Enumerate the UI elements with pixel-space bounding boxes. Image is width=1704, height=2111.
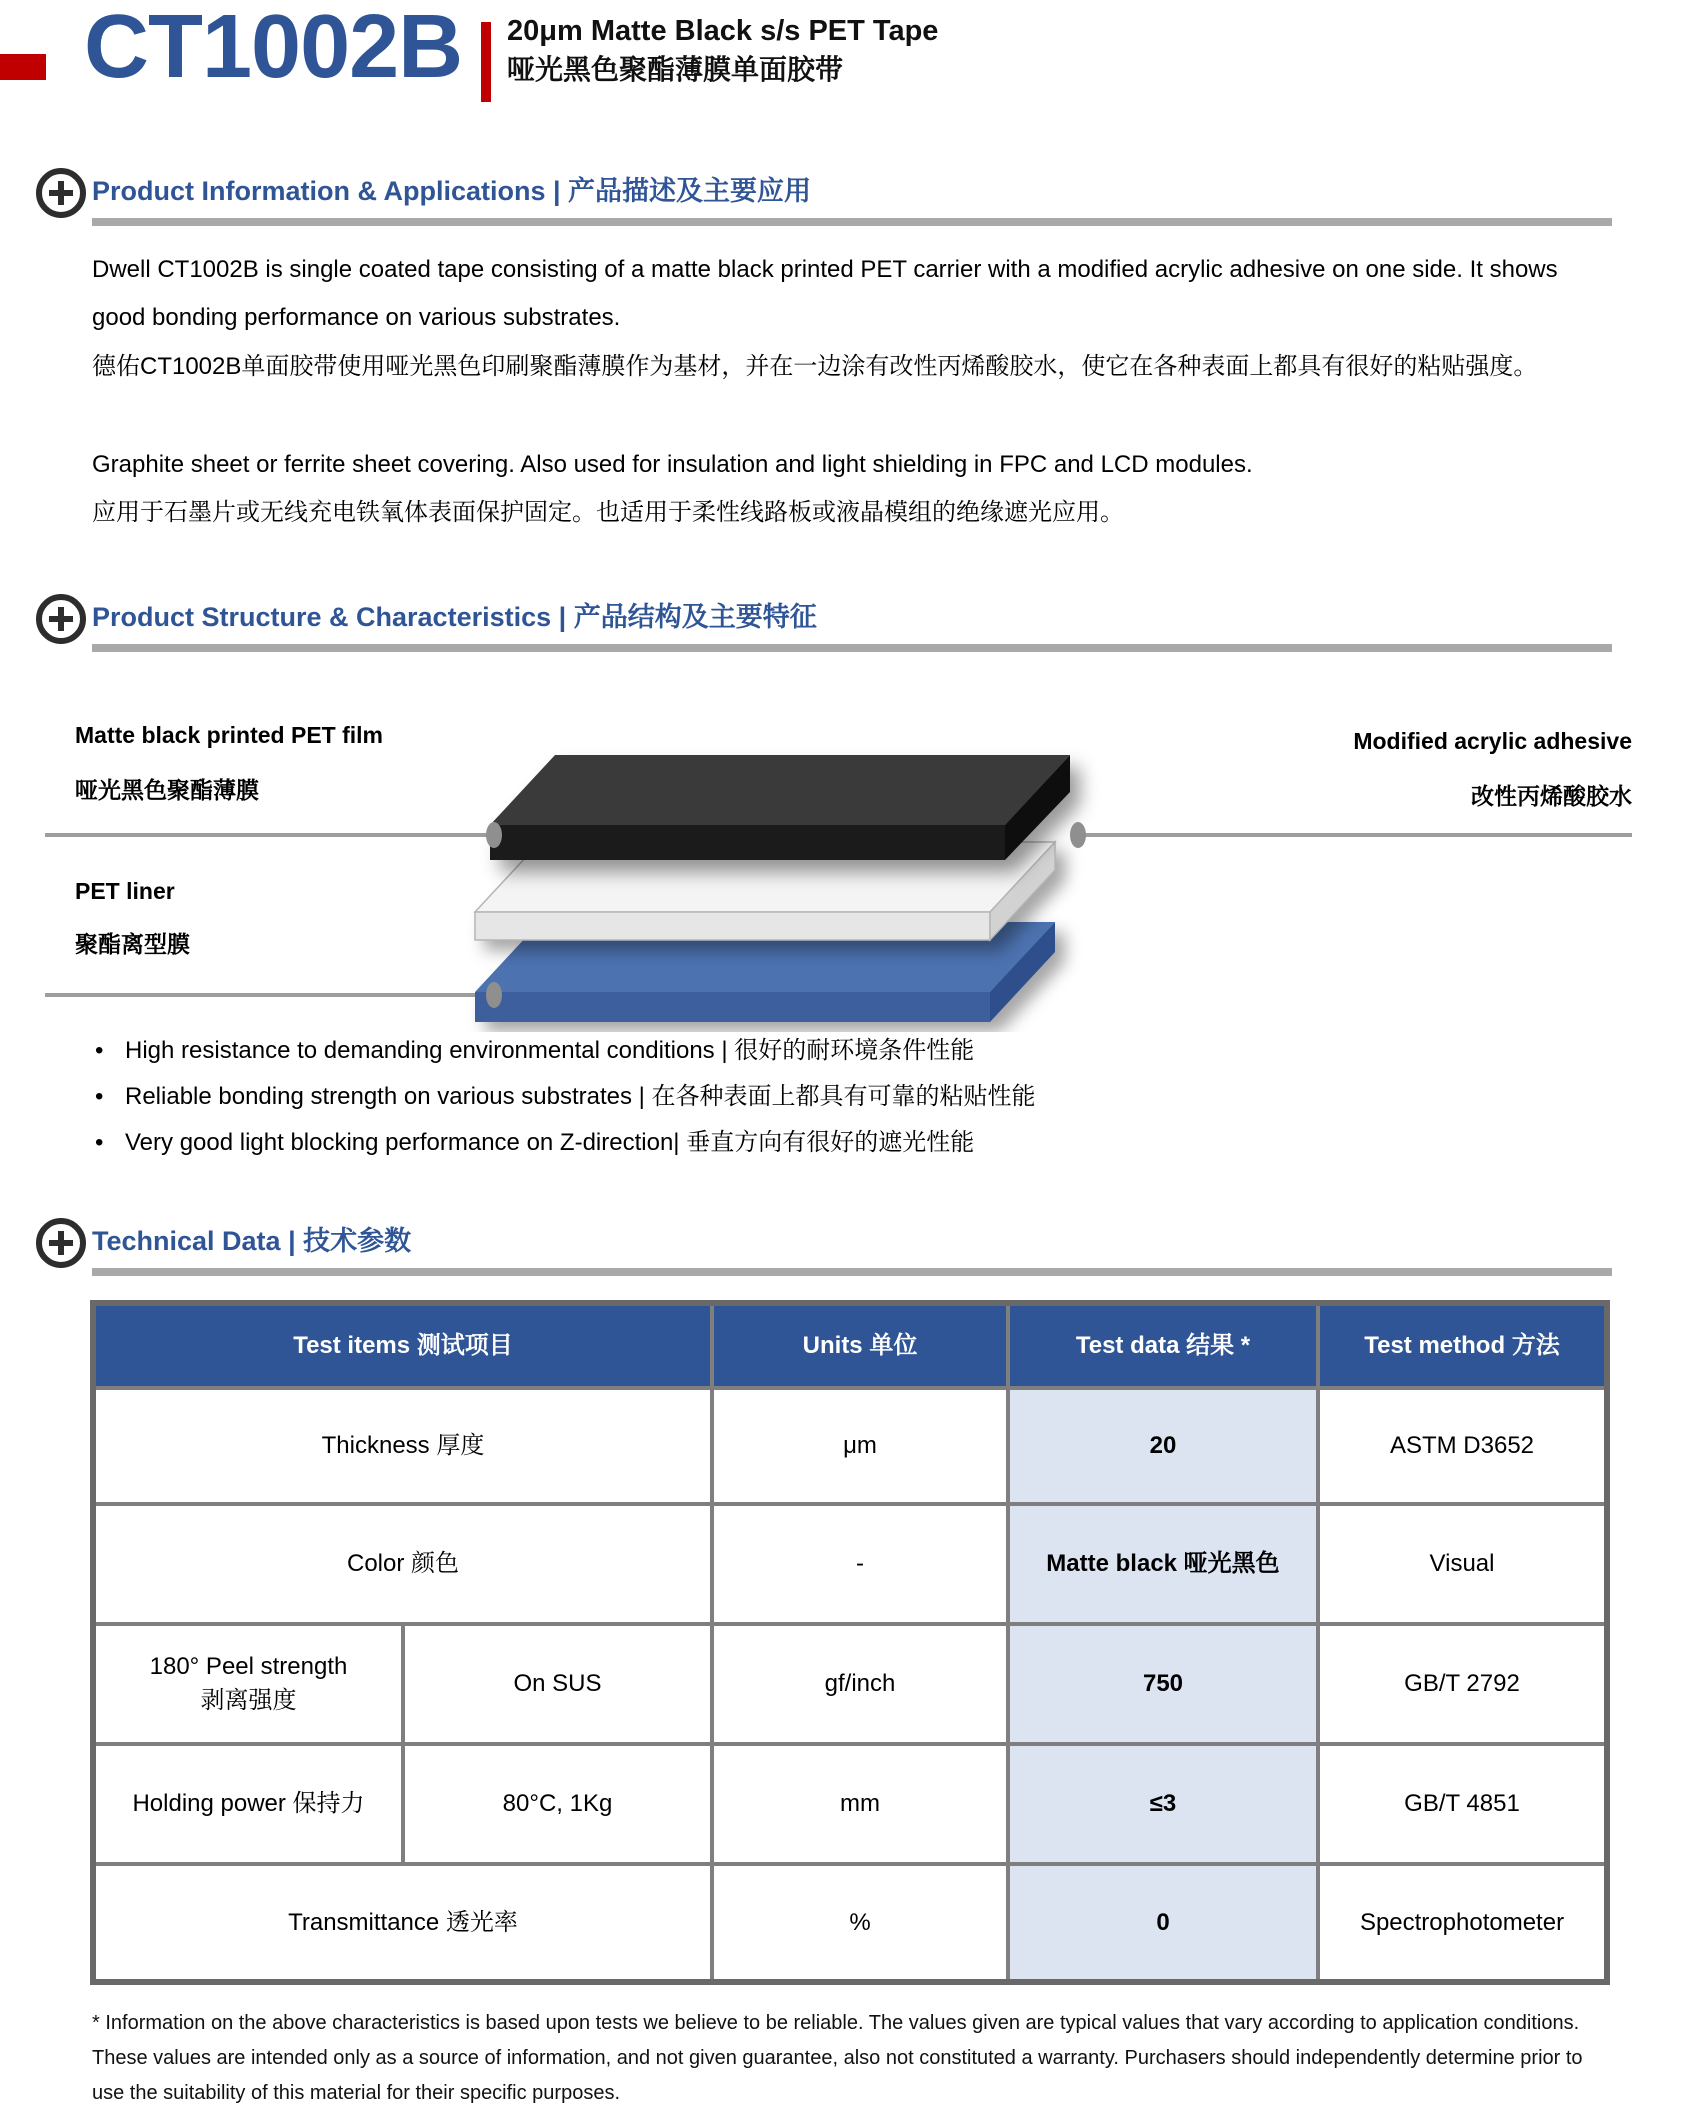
product-subtitle: [507, 13, 938, 88]
cell-thickness-item: Thickness 厚度: [96, 1390, 710, 1502]
bullet-text: Very good light blocking performance on Z-direction| 垂直方向有很好的遮光性能: [125, 1129, 975, 1156]
list-item: [95, 1120, 1615, 1166]
peel-item-en: 180° Peel strength: [149, 1653, 348, 1680]
cell-transmittance-data: 0: [1010, 1866, 1316, 1979]
bullet-text: Reliable bonding strength on various substrates | 在各种表面上都具有可靠的粘贴性能: [125, 1083, 1036, 1110]
technical-data-table: [90, 1300, 1610, 1985]
col-header-test-method: Test method 方法: [1320, 1306, 1604, 1386]
liner-connector-dot: [486, 982, 502, 1008]
section-title-technical: Technical Data | 技术参数: [92, 1226, 412, 1256]
bullet-icon: •: [95, 1083, 104, 1110]
bullet-icon: •: [95, 1129, 104, 1156]
list-item: [95, 1074, 1615, 1120]
cell-holding-method: GB/T 4851: [1320, 1746, 1604, 1862]
cell-peel-condition: On SUS: [405, 1626, 710, 1742]
product-model: CT1002B: [84, 0, 463, 97]
cell-thickness-unit: μm: [714, 1390, 1006, 1502]
plus-circle-icon: [36, 168, 86, 218]
cell-thickness-data: 20: [1010, 1390, 1316, 1502]
bullet-icon: •: [95, 1037, 104, 1064]
cell-transmittance-method: Spectrophotometer: [1320, 1866, 1604, 1979]
cell-holding-condition: 80°C, 1Kg: [405, 1746, 710, 1862]
adhesive-label-cn: 改性丙烯酸胶水: [1471, 783, 1632, 809]
section-header-info: [0, 166, 1704, 236]
cell-holding-item: Holding power 保持力: [96, 1746, 401, 1862]
cell-holding-data: ≤3: [1010, 1746, 1316, 1862]
info-paragraph-en-1: Dwell CT1002B is single coated tape consisting of a matte black printed PET carrier with a modified acrylic adhesive on one side. It shows good bonding performance on various substrates.: [92, 256, 1558, 331]
plus-circle-icon: [36, 594, 86, 644]
table-footnote: * Information on the above characteristics is based upon tests we believe to be reliable. The values given are typical values that vary according to application conditions. These values are intended only as a source of information, and not given guarantee, also not constituted a warranty. Purchasers should independently determine prior to use the suitability of this material for their specific purposes.: [92, 2012, 1583, 2104]
section-rule: [92, 1268, 1612, 1276]
section-header-technical: [0, 1216, 1704, 1286]
section-title-info: Product Information & Applications | 产品描述及主要应用: [92, 176, 812, 206]
liner-label-cn: 聚酯离型膜: [75, 931, 190, 957]
col-header-units: Units 单位: [714, 1306, 1006, 1386]
section-rule: [92, 218, 1612, 226]
cell-transmittance-item: Transmittance 透光率: [96, 1866, 710, 1979]
cell-color-unit: -: [714, 1506, 1006, 1622]
cell-holding-unit: mm: [714, 1746, 1006, 1862]
col-header-test-data: Test data 结果 *: [1010, 1306, 1316, 1386]
cell-peel-item: [96, 1626, 401, 1742]
col-header-test-items: Test items 测试项目: [96, 1306, 710, 1386]
cell-transmittance-unit: %: [714, 1866, 1006, 1979]
peel-item-cn: 剥离强度: [200, 1687, 297, 1714]
liner-label-en: PET liner: [75, 878, 175, 904]
info-paragraph-cn-2: 应用于石墨片或无线充电铁氧体表面保护固定。也适用于柔性线路板或液晶模组的绝缘遮光应用。: [92, 499, 1124, 526]
accent-dash: [0, 54, 46, 80]
black-pet-film-layer: [490, 755, 1070, 860]
plus-circle-icon: [36, 1218, 86, 1268]
layer-structure-diagram: [0, 700, 1704, 1032]
cell-thickness-method: ASTM D3652: [1320, 1390, 1604, 1502]
cell-color-method: Visual: [1320, 1506, 1604, 1622]
info-paragraph-en-2: Graphite sheet or ferrite sheet covering. Also used for insulation and light shielding in FPC and LCD modules.: [92, 451, 1253, 478]
cell-color-data: Matte black 哑光黑色: [1010, 1506, 1316, 1622]
section-title-structure: Product Structure & Characteristics | 产品结构及主要特征: [92, 602, 817, 632]
bullet-text: High resistance to demanding environmental conditions | 很好的耐环境条件性能: [125, 1037, 975, 1064]
characteristics-list: [95, 1028, 1615, 1166]
adhesive-label-en: Modified acrylic adhesive: [1353, 728, 1632, 754]
subtitle-en: 20μm Matte Black s/s PET Tape: [507, 15, 939, 47]
cell-peel-unit: gf/inch: [714, 1626, 1006, 1742]
section-rule: [92, 644, 1612, 652]
cell-peel-method: GB/T 2792: [1320, 1626, 1604, 1742]
film-connector-dot: [486, 822, 502, 848]
film-label-en: Matte black printed PET film: [75, 722, 383, 748]
accent-vertical-bar: [481, 22, 491, 102]
cell-peel-data: 750: [1010, 1626, 1316, 1742]
film-label-cn: 哑光黑色聚酯薄膜: [75, 777, 259, 803]
cell-color-item: Color 颜色: [96, 1506, 710, 1622]
info-paragraph-cn-1: 德佑CT1002B单面胶带使用哑光黑色印刷聚酯薄膜作为基材，并在一边涂有改性丙烯酸胶水，使它在各种表面上都具有很好的粘贴强度。: [92, 353, 1538, 380]
adhesive-connector-dot: [1070, 822, 1086, 848]
section-header-structure: [0, 592, 1704, 662]
list-item: [95, 1028, 1615, 1074]
subtitle-cn: 哑光黑色聚酯薄膜单面胶带: [507, 54, 844, 85]
